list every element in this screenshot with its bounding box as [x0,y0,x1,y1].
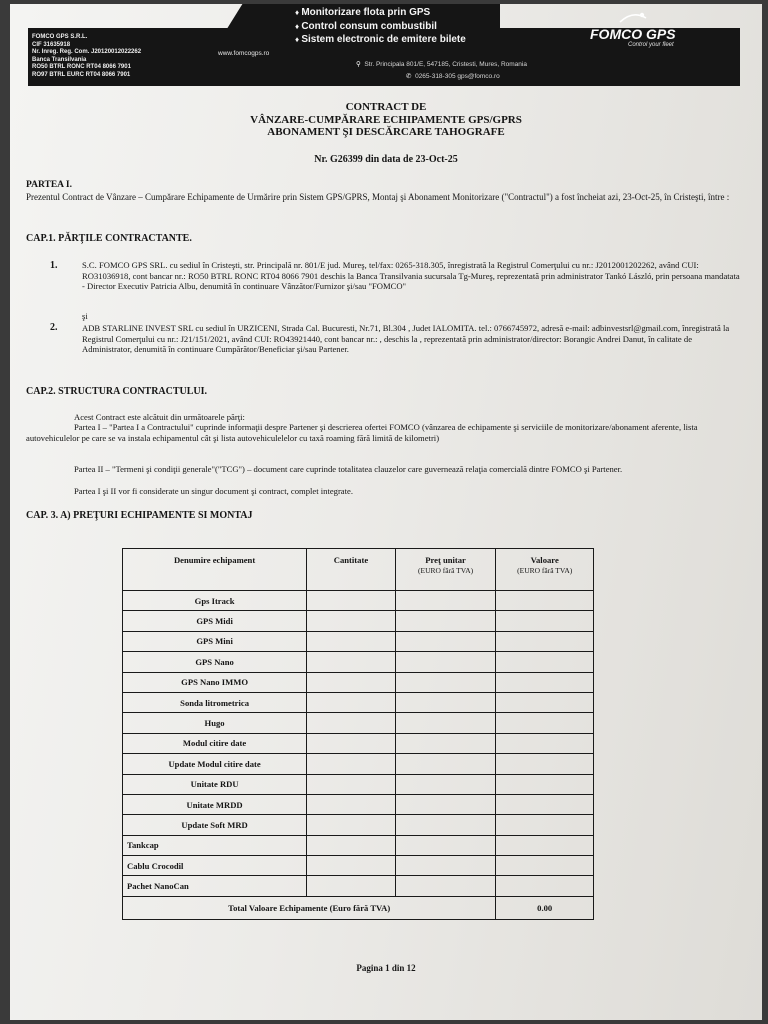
cap3-heading: CAP. 3. A) PREŢURI ECHIPAMENTE SI MONTAJ [26,510,253,521]
equipment-price-table [122,548,594,920]
fomco-logo: FOMCO GPS [590,26,676,42]
table-row [123,774,594,794]
table-row [123,733,594,753]
cap2-part1: Partea I – "Partea I a Contractului" cuprinde informaţii despre Partener şi descrierea ofertei FOMCO (vânzarea de echipamente şi serviciile de monitorizare/abonament aferente, lista autovehiculelor pe care se va instala echipamentul cât şi lista autovehiculelelor cu taxă roaming fără limită de kilometri) [26,422,698,443]
letterhead-website: www.fomcogps.ro [218,50,270,57]
party1-number: 1. [50,260,58,271]
company-bank: Banca Transilvania [32,56,87,63]
cap2-part2: Partea II – "Termeni şi condiţii generale"("TCG") – document care cuprinde totalitatea clauzelor care guvernează relaţia comercială dintre FOMCO şi Partener. [74,464,623,474]
table-row [123,856,594,876]
cap2-part3: Partea I şi II vor fi considerate un singur document şi contract, complet integrate. [74,486,353,496]
company-iban-ron: RO50 BTRL RONC RT04 8066 7901 [32,64,131,70]
company-name: FOMCO GPS S.R.L. [32,34,88,40]
table-row [123,713,594,733]
party-and: şi [82,311,88,321]
equipment-name: Gps Itrack [123,591,307,611]
table-total-row [123,896,594,919]
equipment-name: Update Modul citire date [123,754,307,774]
col-header: Valoare (EURO fără TVA) [496,549,594,591]
table-row [123,815,594,835]
equipment-name: Tankcap [123,835,307,855]
table-row [123,611,594,631]
company-iban-eur: RO97 BTRL EURC RT04 8066 7901 [32,71,131,78]
company-cif: CIF 31635918 [32,41,71,48]
equipment-name: Pachet NanoCan [123,876,307,896]
equipment-name: Unitate MRDD [123,794,307,814]
table-row [123,876,594,896]
partea1-text: Prezentul Contract de Vânzare – Cumpărare Echipamente de Urmărire prin Sistem GPS/GPRS, Montaj şi Abonament Monitorizare ("Contractul") a fost încheiat azi, 23-Oct-25, în Cristeşti, între : [26,192,730,202]
contract-page [10,4,762,1020]
letterhead-services [295,6,535,47]
page-footer: Pagina 1 din 12 [356,963,416,973]
equipment-name: GPS Midi [123,611,307,631]
equipment-name: Hugo [123,713,307,733]
col-header: Denumire echipament [123,549,307,591]
cap2-heading: CAP.2. STRUCTURA CONTRACTULUI. [26,386,208,397]
col-header: Cantitate [307,549,396,591]
table-row [123,794,594,814]
table-row [123,835,594,855]
letterhead-contact: ✆ 0265-318-305 gps@fomco.ro [406,73,500,80]
party1-text: S.C. FOMCO GPS SRL. cu sediul în Cristeşti, str. Principală nr. 801/E jud. Mureş, tel/fax: 0265-318.305, înregistrată la Registrul Comerţului cu nr.: J2012001202262, având CUI: RO31036918, cont bancar nr.: RO50 BTRL RONC RT04 8066 7901 deschis la Banca Transilvania sucursala Tg-Mureş, reprezentată prin administrator Tankó László, prin persoana mandatata - Director Executiv Patricia Albu, denumită în continuare Vânzător/Furnizor şi/sau "FOMCO" [82,260,740,291]
table-row [123,652,594,672]
table-row [123,754,594,774]
table-row [123,631,594,651]
service-item: ♦ Control consum combustibil [295,20,535,34]
equipment-name: GPS Mini [123,631,307,651]
equipment-name: GPS Nano IMMO [123,672,307,692]
equipment-name: Sonda litrometrica [123,692,307,712]
cap1-heading: CAP.1. PĂRŢILE CONTRACTANTE. [26,233,192,244]
satellite-logo-icon [618,12,648,24]
total-value: 0.00 [496,896,594,919]
equipment-name: Modul citire date [123,733,307,753]
equipment-name: Cablu Crocodil [123,856,307,876]
phone-icon: ✆ [406,73,412,80]
company-reg: Nr. Inreg. Reg. Com. J20120012022262 [32,49,142,55]
party2-text: ADB STARLINE INVEST SRL cu sediul în URZICENI, Strada Cal. Bucuresti, Nr.71, Bl.304 , Judet IALOMITA. tel.: 0766745972, adresă e-mail: adbinvestsrl@gmail.com, înregistrată la Registrul Comerţului cu nr.: J21/151/2021, având CUI: RO43921440, cont bancar nr.: , deschis la , reprezentată prin administrator/director: Borangic Andrei Danut, în calitate de Administrator, denumită în continuare Cumpărător/Beneficiar şi/sau Partener. [82,323,730,354]
table-row [123,672,594,692]
service-item: ♦ Sistem electronic de emitere bilete [295,33,535,47]
table-row [123,692,594,712]
letterhead-address: ⚲ Str. Principala 801/E, 547185, Cristesti, Mures, Romania [356,61,527,68]
party2-number: 2. [50,322,58,333]
letterhead-company-block [32,34,212,79]
table-header-row [123,549,594,591]
contract-number: Nr. G26399 din data de 23-Oct-25 [314,154,458,165]
letterhead-tagline: Control your fleet [628,42,674,48]
partea1-heading: PARTEA I. [26,180,72,190]
table-row [123,591,594,611]
total-label: Total Valoare Echipamente (Euro fără TVA) [123,896,496,919]
equipment-name: GPS Nano [123,652,307,672]
cap2-intro: Acest Contract este alcătuit din următoarele părţi: [74,412,245,422]
location-pin-icon: ⚲ [356,61,361,68]
col-header: Preţ unitar (EURO fără TVA) [395,549,496,591]
contract-title: CONTRACT DE VÂNZARE-CUMPĂRARE ECHIPAMENTE GPS/GPRS ABONAMENT ŞI DESCĂRCARE TAHOGRAFE [250,101,522,138]
equipment-name: Unitate RDU [123,774,307,794]
service-item: ♦ Monitorizare flota prin GPS [295,6,535,20]
equipment-name: Update Soft MRD [123,815,307,835]
